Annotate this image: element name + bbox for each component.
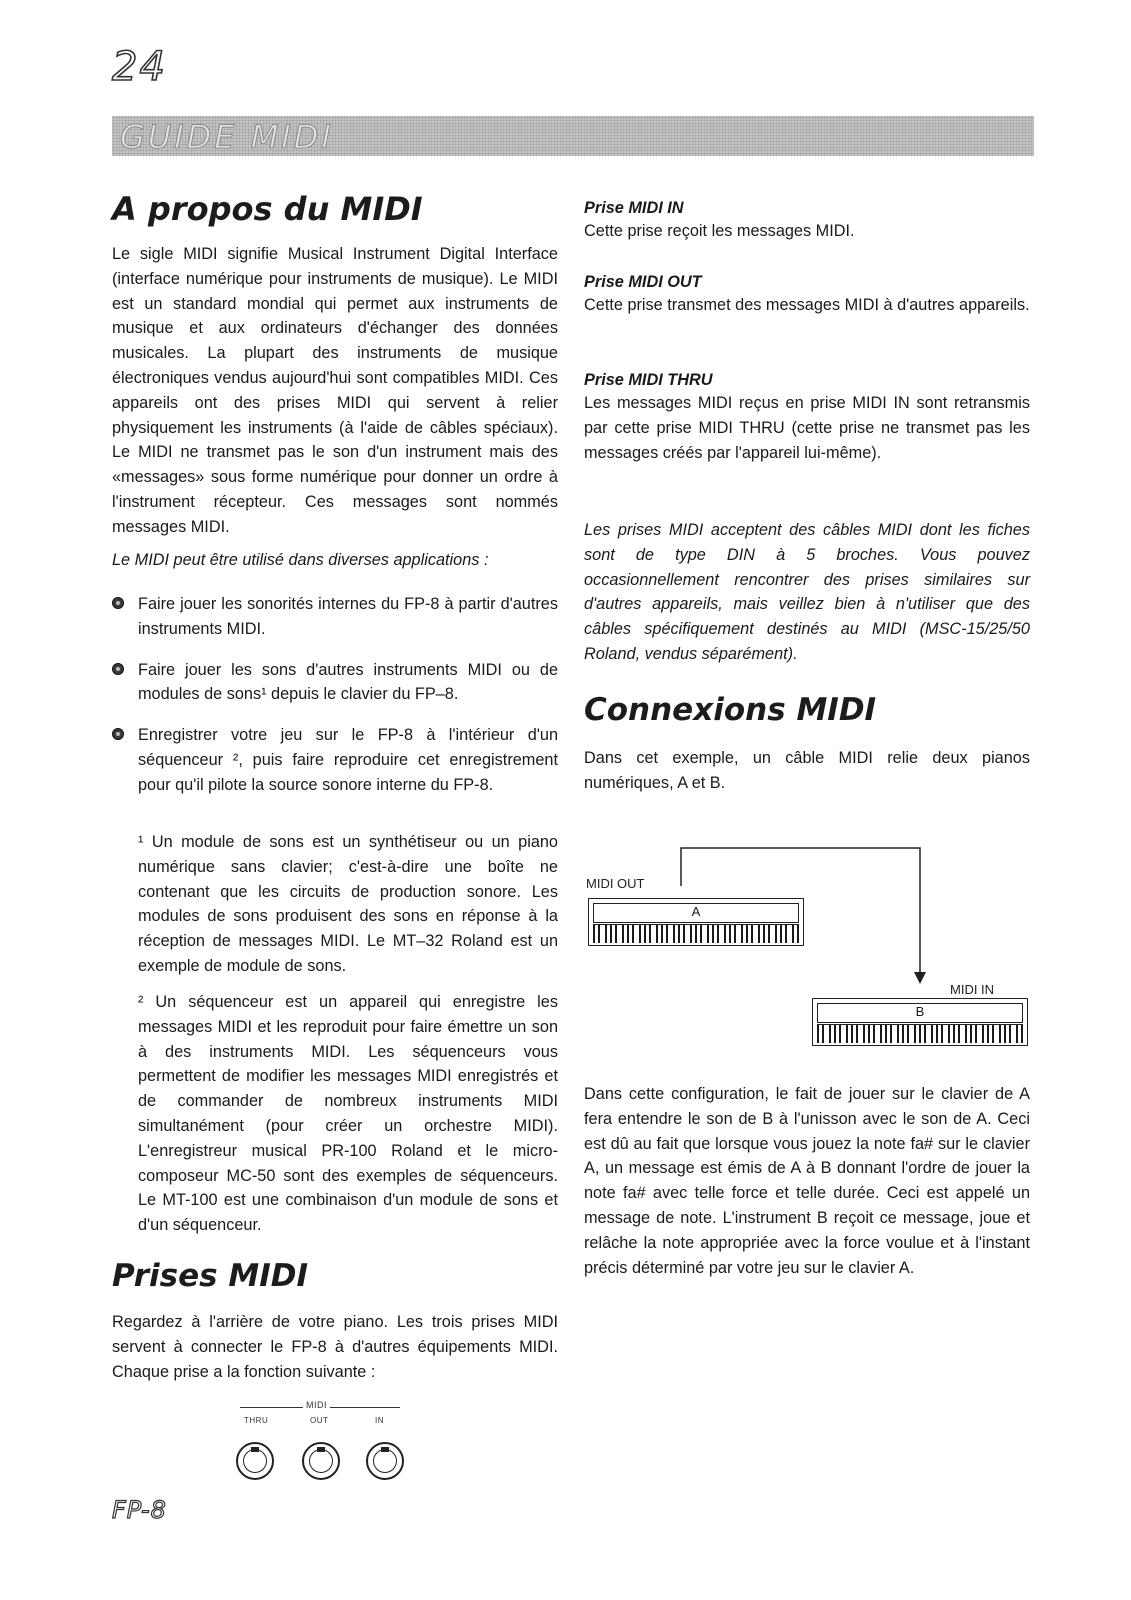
connexions-explanation: Dans cette configuration, le fait de jouer sur le clavier de A fera entendre le son de B à l'unisson avec le son de A. Ceci est dû au fait que lorsque vous jouez la note fa# sur le clavier A, un message est émis de A à B donnant l'ordre de jouer la note fa# avec telle force et telle durée. Ceci est appelé un message de note. L'instrument B reçoit ce message, joue et relâche la note appropriée avec la force voulue et à l'instant précis déterminé par votre jeu sur le clavier A. [584,1085,1030,1277]
footer-model-logo: FP-8 [112,1496,167,1524]
uses-intro: Le MIDI peut être utilisé dans diverses applications : [112,551,489,569]
midi-in-label: MIDI IN [950,982,995,997]
keyboard-a [588,898,804,946]
connexions-intro: Dans cet exemple, un câble MIDI relie deux pianos numériques, A et B. [584,749,1030,792]
section-bar [112,116,1034,156]
connection-diagram [584,846,1030,1056]
jack-label-out: OUT [310,1416,329,1425]
uses-list [112,592,558,814]
midi-thru-jack-icon [236,1442,274,1480]
midi-out-label: MIDI OUT [586,876,645,891]
midi-thru-text: Les messages MIDI reçus en prise MIDI IN sont retransmis par cette prise MIDI THRU (cette prise ne transmet pas les messages créés par l'appareil lui-même). [584,394,1030,462]
midi-panel-label: MIDI [303,1400,330,1410]
midi-out-title: Prise MIDI OUT [584,273,702,291]
jack-label-in: IN [375,1416,384,1425]
about-midi-title: A propos du MIDI [112,190,423,228]
list-item [112,723,558,797]
about-intro-paragraph: Le sigle MIDI signifie Musical Instrument Digital Interface (interface numérique pour instruments de musique). Le MIDI est un standard mondial qui permet aux instruments de musique et aux ordinateurs d'échanger des données musicales. La plupart des instruments de musique électroniques vendus aujourd'hui sont compatibles MIDI. Ces appareils ont des prises MIDI qui servent à relier physiquement les instruments (à l'aide de câbles spéciaux). Le MIDI ne transmet pas le son d'un instrument mais des «messages» sous forme numérique pour donner un ordre à l'instrument récepteur. Ces messages sont nommés messages MIDI. [112,245,558,536]
prises-midi-title: Prises MIDI [112,1258,309,1294]
midi-jacks-illustration [230,1400,410,1490]
cable-note: Les prises MIDI acceptent des câbles MIDI dont les fiches sont de type DIN à 5 broches. Vous pouvez occasionnellement rencontrer des prises similaires sur d'autres appareils, mais veillez bien à n'utiliser que des câbles spécifiquement destinés au MIDI (MSC-15/25/50 Roland, vendus séparément). [584,521,1030,663]
prises-intro: Regardez à l'arrière de votre piano. Les trois prises MIDI servent à connecter le FP-8 à d'autres équipements MIDI. Chaque prise a la fonction suivante : [112,1313,558,1381]
keyboard-a-label: A [593,903,799,923]
midi-in-text: Cette prise reçoit les messages MIDI. [584,222,855,240]
footnote-1: ¹ Un module de sons est un synthétiseur ou un piano numérique sans clavier; c'est-à-dire une boîte ne contenant que les circuits de production sonore. Les modules de sons produisent des sons en réponse à la réception de messages MIDI. Le MT–32 Roland est un exemple de module de sons. [138,833,558,975]
keyboard-b [812,998,1028,1046]
bullet-icon [112,728,124,740]
footnote-2: ² Un séquenceur est un appareil qui enregistre les messages MIDI et les reproduit pour faire émettre un son à des instruments MIDI. Les séquenceurs vous permettent de modifier les messages MIDI enregistrés et de commander de nombreux instruments MIDI simultanément (pour créer un orchestre MIDI). L'enregistreur musical PR-100 Roland et le micro-composeur MC-50 sont des exemples de séquenceurs. Le MT-100 est une combinaison d'un module de sons et d'un séquenceur. [138,993,558,1235]
midi-in-jack-icon [366,1442,404,1480]
list-item [112,592,558,642]
midi-out-jack-icon [302,1442,340,1480]
midi-out-text: Cette prise transmet des messages MIDI à d'autres appareils. [584,296,1030,314]
use-text: Enregistrer votre jeu sur le FP-8 à l'intérieur d'un séquenceur ², puis faire reproduire cet enregistrement pour qu'il pilote la source sonore interne du FP-8. [138,726,558,794]
keyboard-keys-icon [593,924,799,943]
list-item [112,658,558,708]
keyboard-keys-icon [817,1024,1023,1043]
midi-in-title: Prise MIDI IN [584,199,684,217]
use-text: Faire jouer les sons d'autres instruments MIDI ou de modules de sons¹ depuis le clavier du FP–8. [138,660,558,704]
connexions-midi-title: Connexions MIDI [584,692,877,728]
keyboard-b-label: B [817,1003,1023,1023]
bullet-icon [112,597,124,609]
jack-label-thru: THRU [244,1416,269,1425]
midi-thru-title: Prise MIDI THRU [584,371,713,389]
use-text: Faire jouer les sonorités internes du FP-8 à partir d'autres instruments MIDI. [138,595,558,638]
bullet-icon [112,663,124,675]
arrow-down-icon [914,972,926,984]
section-bar-label: GUIDE MIDI [120,118,334,156]
page-number: 24 [112,44,167,90]
